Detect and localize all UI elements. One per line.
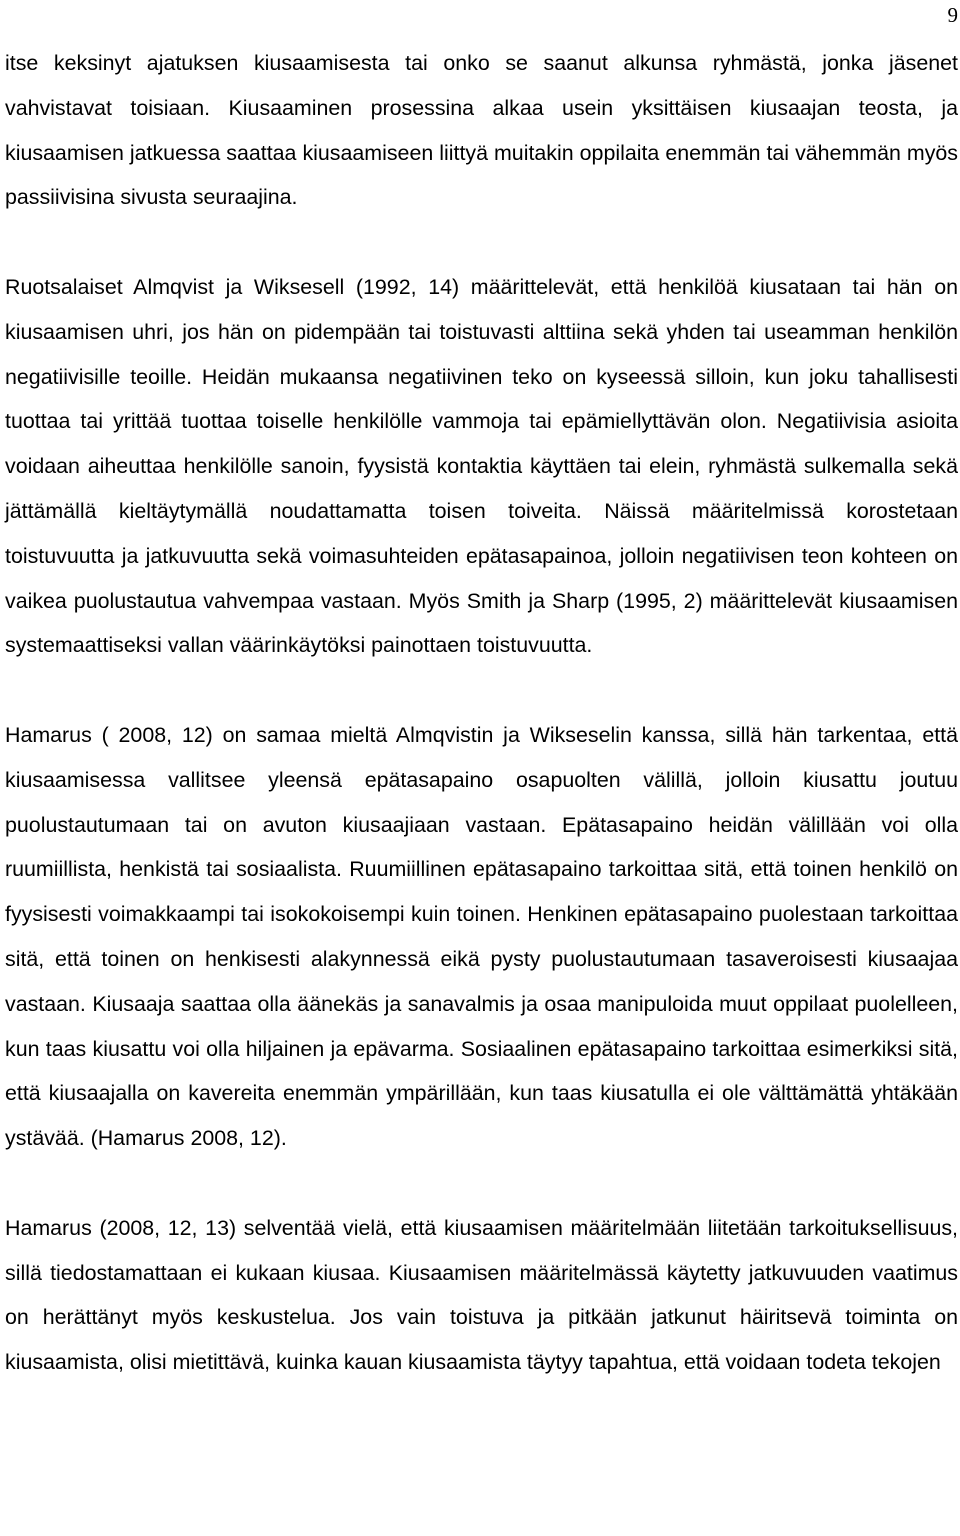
paragraph-2: Ruotsalaiset Almqvist ja Wiksesell (1992, 14) määrittelevät, että henkilöä kiusataan tai hän on kiusaamisen uhri, jos hän on pidempään tai toistuvasti alttiina sekä yhden tai useamman henkilön negatiivisille teoille. Heidän mukaansa negatiivinen teko on kyseessä silloin, kun joku tahallisesti tuottaa tai yrittää tuottaa toiselle henkilölle vammoja tai epämiellyttävän olon. Negatiivisia asioita voidaan aiheuttaa henkilölle sanoin, fyysistä kontaktia käyttäen tai elein, ryhmästä sulkemalla sekä jättämällä kieltäytymällä noudattamatta toisen toiveita. Näissä määritelmissä korostetaan toistuvuutta ja jatkuvuutta sekä voimasuhteiden epätasapainoa, jolloin negatiivisen teon kohteen on vaikea puolustautua vahvempaa vastaan. Myös Smith ja Sharp (1995, 2) määrittelevät kiusaamisen systemaattiseksi vallan väärinkäytöksi painottaen toistuvuutta. (5, 274, 958, 658)
paragraph-gap (5, 1161, 958, 1206)
paragraph-1: itse keksinyt ajatuksen kiusaamisesta tai onko se saanut alkunsa ryhmästä, jonka jäsenet vahvistavat toisiaan. Kiusaaminen prosessina alkaa usein yksittäisen kiusaajan teosta, ja kiusaamisen jatkuessa saattaa kiusaamiseen liittyä muitakin oppilaita enemmän tai vähemmän myös passiivisina sivusta seuraajina. (5, 51, 958, 210)
document-body (5, 41, 958, 1385)
page-number: 9 (947, 3, 958, 27)
paragraph-4: Hamarus (2008, 12, 13) selventää vielä, että kiusaamisen määritelmään liitetään tarkoituksellisuus, sillä tiedostamattaan ei kukaan kiusaa. Kiusaamisen määritelmässä käytetty jatkuvuuden vaatimus on herättänyt myös keskustelua. Jos vain toistuva ja pitkään jatkunut häiritsevä toiminta on kiusaamista, olisi mietittävä, kuinka kauan kiusaamista täytyy tapahtua, että voidaan todeta tekojen (5, 1215, 958, 1375)
paragraph-3: Hamarus ( 2008, 12) on samaa mieltä Almqvistin ja Wikseselin kanssa, sillä hän tarkentaa, että kiusaamisessa vallitsee yleensä epätasapaino osapuolten välillä, jolloin kiusattu joutuu puolustautumaan tai on avuton kiusaajiaan vastaan. Epätasapaino heidän välillään voi olla ruumiillista, henkistä tai sosiaalista. Ruumiillinen epätasapaino tarkoittaa sitä, että toinen henkilö on fyysisesti voimakkaampi tai isokokoisempi kuin toinen. Henkinen epätasapaino puolestaan tarkoittaa sitä, että toinen on henkisesti alakynnessä eikä pysty puolustautumaan tasaveroisesti kiusaajaa vastaan. Kiusaaja saattaa olla äänekäs ja sanavalmis ja osaa manipuloida muut oppilaat puolelleen, kun taas kiusattu voi olla hiljainen ja epävarma. Sosiaalinen epätasapaino tarkoittaa esimerkiksi sitä, että kiusaajalla on kavereita enemmän ympärillään, kun taas kiusatulla ei ole välttämättä yhtäkään ystävää. (Hamarus 2008, 12). (5, 722, 958, 1151)
paragraph-gap (5, 220, 958, 265)
paragraph-gap (5, 668, 958, 713)
